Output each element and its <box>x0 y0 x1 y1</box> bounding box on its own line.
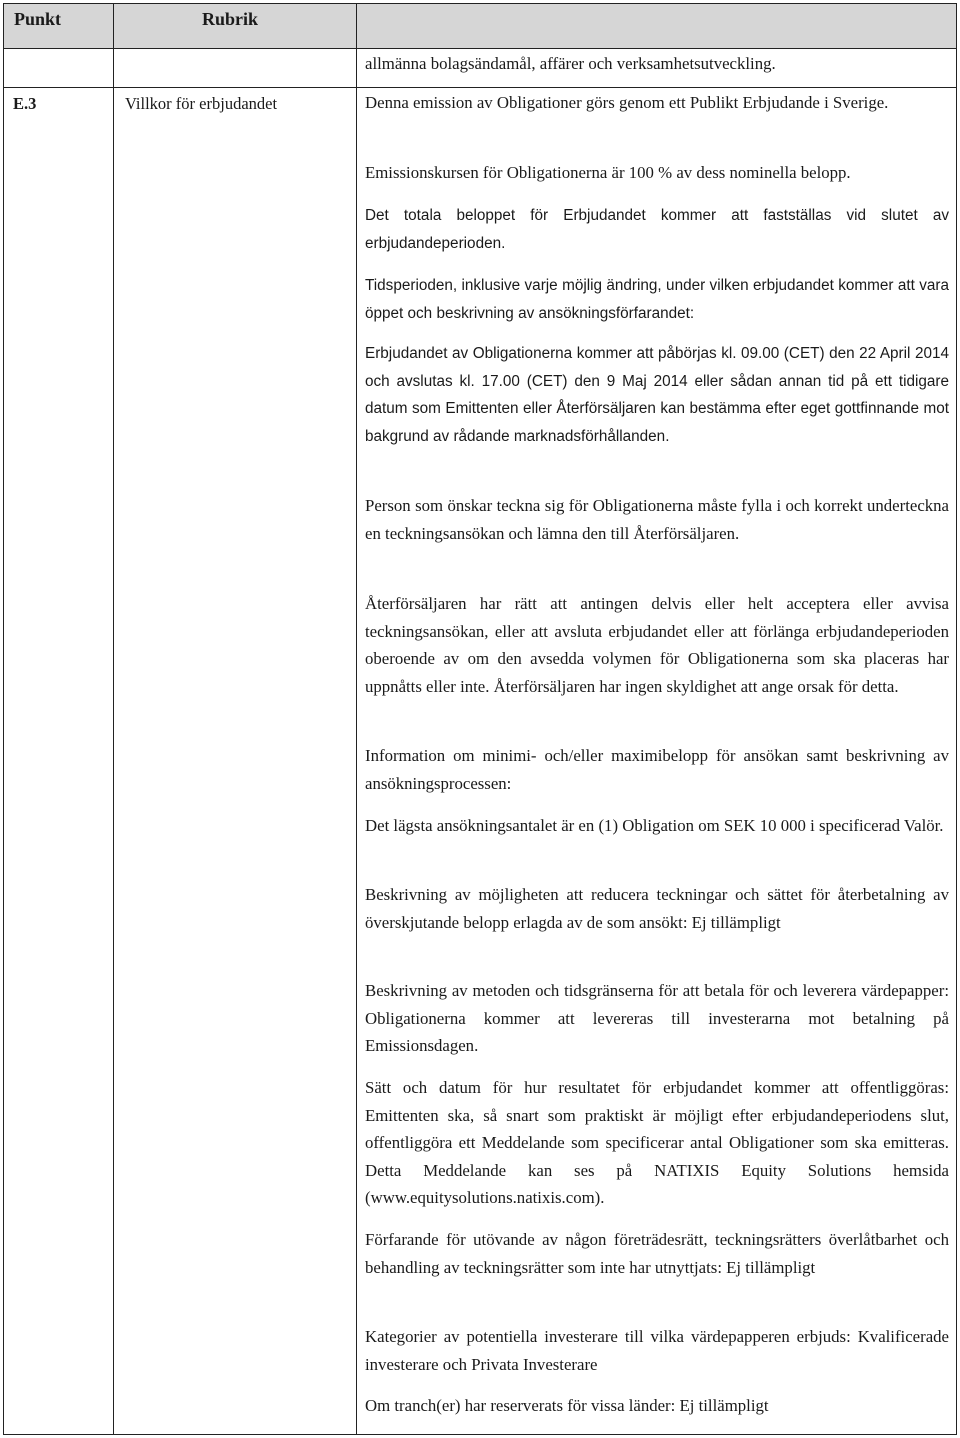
content-paragraph: Förfarande för utövande av någon företrädesrätt, teckningsrätters överlåtbarhet och behandling av teckningsrätter som inte har utnyttjats: Ej tillämpligt <box>365 1230 949 1277</box>
rubrik-title: Villkor för erbjudandet <box>125 94 278 113</box>
content-paragraph: Återförsäljaren har rätt att antingen delvis eller helt acceptera eller avvisa teckningsansökan, eller att avsluta erbjudandet eller att förlänga erbjudandeperioden oberoende av om den avsedda volymen för Obligationerna som ska placeras har uppnåtts eller inte. Återförsäljaren har ingen skyldighet att ange orsak för detta. <box>365 594 949 696</box>
column-header-punkt: Punkt <box>14 9 62 29</box>
column-header-rubrik: Rubrik <box>202 9 259 29</box>
content-paragraph: Beskrivning av metoden och tidsgränserna för att betala för och leverera värdepapper: Obligationerna kommer att levereras till investerarna mot betalning på Emissionsdagen. <box>365 981 949 1056</box>
content-paragraph: allmänna bolagsändamål, affärer och verksamhetsutveckling. <box>365 54 776 73</box>
content-paragraph: Denna emission av Obligationer görs genom ett Publikt Erbjudande i Sverige. <box>365 93 889 112</box>
terms-table <box>3 3 957 1435</box>
column-divider-1 <box>113 4 114 1434</box>
column-divider-2 <box>356 4 357 1434</box>
content-paragraph: Om tranch(er) har reserverats för vissa länder: Ej tillämpligt <box>365 1396 769 1415</box>
content-paragraph: Det totala beloppet för Erbjudandet kommer att fastställas vid slutet av erbjudandeperioden. <box>365 207 949 252</box>
content-paragraph: Sätt och datum för hur resultatet för erbjudandet kommer att offentliggöras: Emittenten ska, så snart som praktiskt är möjligt efter erbjudandeperiodens slut, offentliggöra ett Meddelande som specificerar antal Obligationer som ska emitteras. Detta Meddelande kan ses på NATIXIS Equity Solutions hemsida (www.equitysolutions.natixis.com). <box>365 1078 949 1208</box>
table-header-row <box>4 4 956 49</box>
content-paragraph: Beskrivning av möjligheten att reducera teckningar och sättet för återbetalning av överskjutande belopp erlagda av de som ansökt: Ej tillämpligt <box>365 885 949 932</box>
content-paragraph: Emissionskursen för Obligationerna är 100 % av dess nominella belopp. <box>365 163 851 182</box>
punkt-id: E.3 <box>13 94 37 113</box>
content-paragraph: Tidsperioden, inklusive varje möjlig ändring, under vilken erbjudandet kommer att vara öppet och beskrivning av ansökningsförfarandet: <box>365 277 949 322</box>
row-divider <box>4 87 956 88</box>
content-paragraph: Det lägsta ansökningsantalet är en (1) Obligation om SEK 10 000 i specificerad Valör. <box>365 816 944 835</box>
content-paragraph: Person som önskar teckna sig för Obligationerna måste fylla i och korrekt underteckna en teckningsansökan och lämna den till Återförsäljaren. <box>365 496 949 543</box>
content-paragraph: Kategorier av potentiella investerare till vilka värdepapperen erbjuds: Kvalificerade investerare och Privata Investerare <box>365 1327 949 1374</box>
content-paragraph: Erbjudandet av Obligationerna kommer att påbörjas kl. 09.00 (CET) den 22 April 2014 och avslutas kl. 17.00 (CET) den 9 Maj 2014 eller sådan annan tid på ett tidigare datum som Emittenten eller Återförsäljaren kan bestämma efter eget gottfinnande mot bakgrund av rådande marknadsförhållanden. <box>365 345 949 445</box>
content-paragraph: Information om minimi- och/eller maximibelopp för ansökan samt beskrivning av ansökningsprocessen: <box>365 746 949 793</box>
